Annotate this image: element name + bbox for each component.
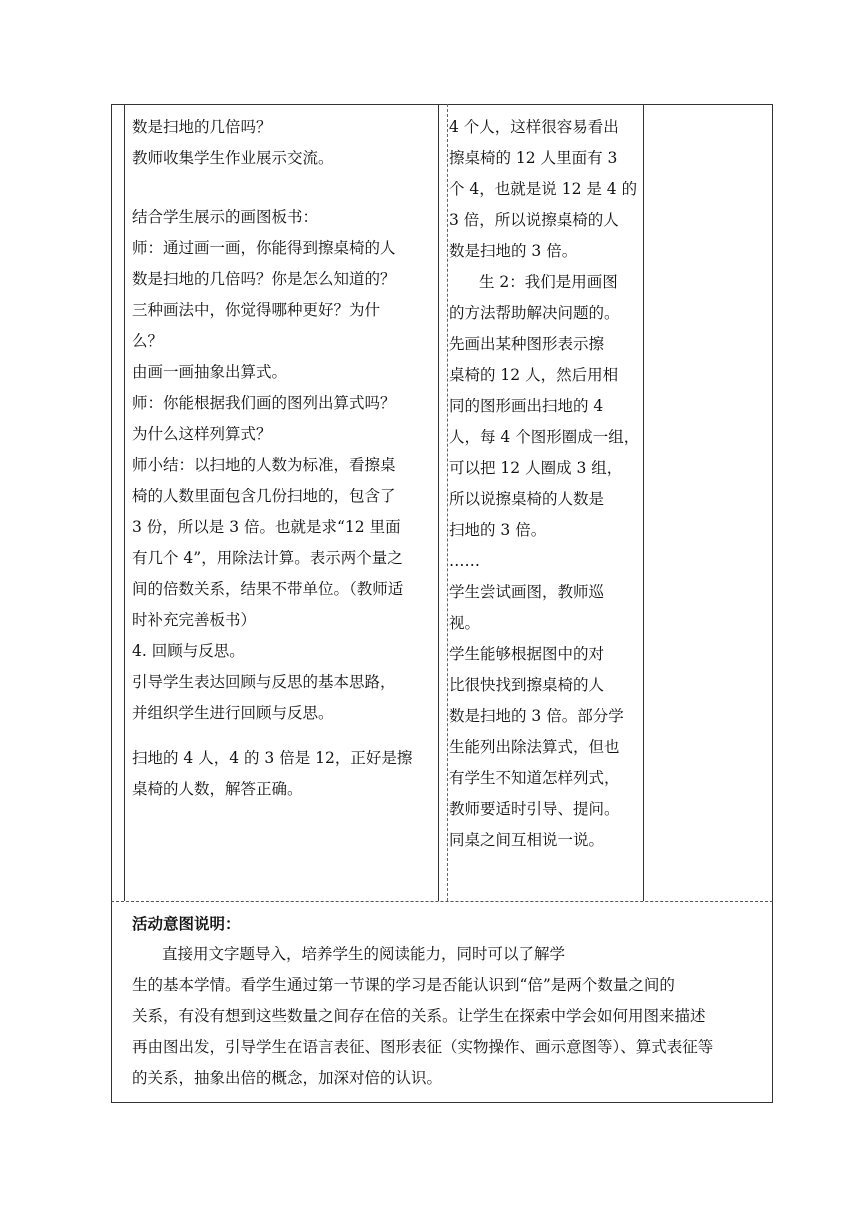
text-line: 同的图形画出扫地的 4 [449,397,604,415]
text-line: 结合学生展示的画图板书： [132,208,319,226]
text-line: 桌椅的 12 人，然后用相 [449,366,619,384]
text-line: 时补充完善板书） [132,611,257,629]
text-line: 生 2：我们是用画图 [479,273,618,291]
table-divider-col-1 [438,104,439,901]
text-line: 有学生不知道怎样列式， [449,769,620,787]
text-line: 三种画法中，你觉得哪种更好？为什 [132,301,381,319]
text-line: 关系，有没有想到这些数量之间存在倍的关系。让学生在探索中学会如何用图来描述 [132,1007,706,1025]
table-divider-col-2 [643,104,644,901]
text-line: 先画出某种图形表示擦 [449,335,605,353]
text-line: 学生能够根据图中的对 [449,645,605,663]
text-line: 3 倍，所以说擦桌椅的人 [449,211,619,229]
text-line: 有几个 4”，用除法计算。表示两个量之 [132,549,403,567]
text-line: 间的倍数关系，结果不带单位。（教师适 [132,580,404,598]
text-line: 可以把 12 人圈成 3 组， [449,459,623,477]
text-line: 视。 [449,614,481,632]
text-line: 为什么这样列算式？ [132,425,272,443]
activity-intent-section [132,908,772,1100]
text-line: 3 份，所以是 3 倍。也就是求“12 里面 [132,518,401,536]
middle-column [449,112,642,897]
text-line: 的关系，抽象出倍的概念，加深对倍的认识。 [132,1069,443,1087]
table-border-right [772,104,773,1103]
text-line: 学生尝试画图，教师巡 [449,583,605,601]
text-line: 人，每 4 个图形圈成一组， [449,428,640,446]
text-line: 么？ [132,332,164,350]
text-line: 教师要适时引导、提问。 [449,800,620,818]
text-line: 擦桌椅的 12 人里面有 3 [449,149,618,167]
text-line: 数是扫地的 3 倍。部分学 [449,707,624,725]
text-line: 师：你能根据我们画的图列出算式吗？ [132,394,396,412]
text-line: 由画一画抽象出算式。 [132,363,288,381]
text-line: 数是扫地的 3 倍。 [449,242,578,260]
text-line: 同桌之间互相说一说。 [449,831,605,849]
text-line: 数是扫地的几倍吗？ [132,118,272,136]
text-line: 数是扫地的几倍吗？你是怎么知道的？ [132,270,396,288]
text-line: 比很快找到擦桌椅的人 [449,676,605,694]
table-border-bottom [111,1102,773,1103]
table-row-divider [111,901,773,902]
text-line: 师：通过画一画，你能得到擦桌椅的人 [132,239,396,257]
text-line: 扫地的 3 倍。 [449,521,547,539]
text-line: 直接用文字题导入，培养学生的阅读能力，同时可以了解学 [162,945,566,963]
left-column [132,112,437,897]
text-line: 再由图出发，引导学生在语言表征、图形表征（实物操作、画示意图等）、算式表征等 [132,1038,714,1056]
table-border-left [111,104,112,1103]
text-line: 教师收集学生作业展示交流。 [132,149,334,167]
text-line: 引导学生表达回顾与反思的基本思路， [132,673,396,691]
table-divider-dashed [447,104,448,901]
table-border-top [111,104,773,105]
text-line: 生能列出除法算式，但也 [449,738,620,756]
text-line: 椅的人数里面包含几份扫地的，包含了 [132,487,396,505]
text-line: 桌椅的人数，解答正确。 [132,780,303,798]
text-line: 个 4，也就是说 12 是 4 的 [449,180,638,198]
text-line: 扫地的 4 人，4 的 3 倍是 12，正好是擦 [132,749,413,767]
text-line: 所以说擦桌椅的人数是 [449,490,605,508]
text-line: 4 个人，这样很容易看出 [449,118,619,136]
text-line: 师小结：以扫地的人数为标准，看擦桌 [132,456,396,474]
text-line: 的方法帮助解决问题的。 [449,304,620,322]
section-heading: 活动意图说明： [132,914,241,933]
text-line: …… [449,552,480,570]
text-line: 生的基本学情。看学生通过第一节课的学习是否能认识到“倍”是两个数量之间的 [132,976,675,994]
section-heading: 4. 回顾与反思。 [132,642,245,660]
table-border-left-inner [124,104,125,901]
text-line: 并组织学生进行回顾与反思。 [132,704,334,722]
